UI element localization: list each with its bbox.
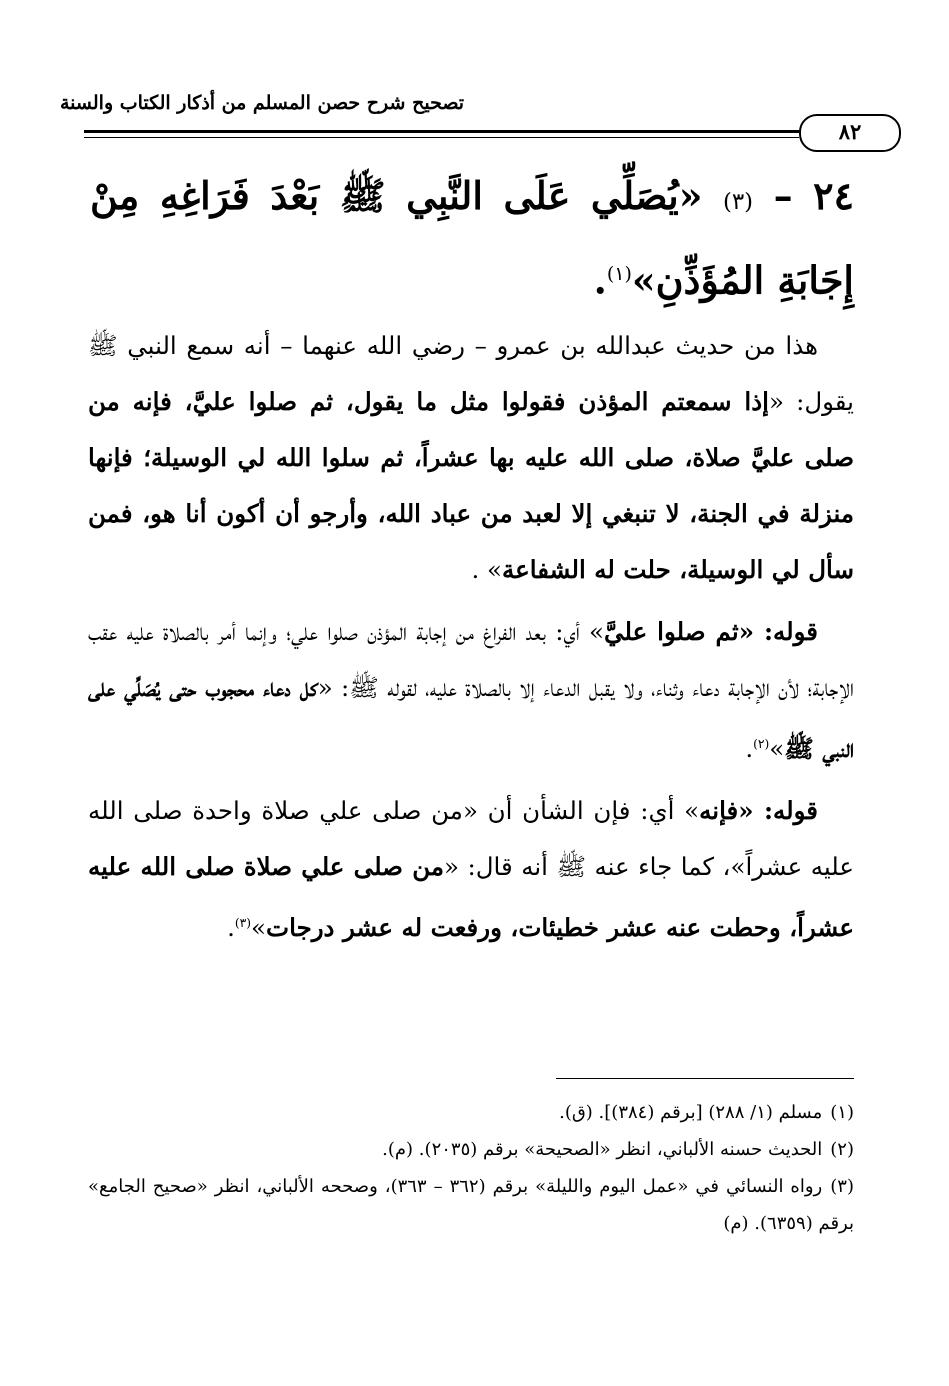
footnote-label: (٣) [830, 1176, 854, 1197]
p2-period: . [745, 734, 754, 764]
p2-quoted: ثم صلوا عليَّ [604, 617, 739, 646]
p3-period: . [227, 913, 235, 943]
p2-end: » [769, 734, 785, 764]
p2-label: قوله: « [738, 617, 818, 646]
page-number: ٨٢ [799, 114, 901, 152]
header-rule-thick [84, 130, 799, 133]
heading-end: . [593, 257, 607, 303]
p3-footnote-ref: (٣) [234, 916, 252, 931]
p1-intro: هذا من حديث عبدالله بن عمرو – رضي الله عنهما – أنه سمع النبي ﷺ يقول: « [88, 331, 855, 416]
p2-mid: » أي: بعد الفراغ من إجابة المؤذن صلوا علي؛ وإنما أمر بالصلاة عليه عقب الإجابة؛ لأن الإجابة دعاء وثناء، ولا يقبل الدعاء إلا بالصلاة عليه، لقوله ﷺ: « [88, 617, 855, 702]
p3-mid-2: »، كما جاء عنه ﷺ أنه قال: « [444, 852, 746, 882]
p3-hadith-quote: من صلى علي صلاة صلى الله عليه عشراً، وحطت عنه عشر خطيئات، ورفعت له عشر درجات [88, 852, 854, 943]
footnote-text: مسلم (١/ ٢٨٨) [برقم (٣٨٤)]. (ق). [559, 1102, 823, 1123]
footnotes [88, 1094, 854, 1242]
chapter-heading [90, 160, 854, 317]
heading-text: «يُصَلِّي عَلَى النَّبِي ﷺ بَعْدَ فَرَاغِهِ مِنْ إِجَابَةِ المُؤَذِّنِ» [90, 173, 854, 303]
footnote-1 [88, 1094, 854, 1131]
paragraph-3 [88, 783, 854, 956]
footnote-3 [88, 1168, 854, 1242]
footnote-text: الحديث حسنه الألباني، انظر «الصحيحة» برقم (٢٠٣٥). (م). [382, 1139, 823, 1160]
running-header-title: تصحيح شرح حصن المسلم من أذكار الكتاب والسنة [60, 92, 465, 114]
p2-hadith-quote: كل دعاء محجوب حتى يُصَلِّي على النبي ﷺ [88, 673, 854, 764]
header-rule-thin [84, 137, 799, 138]
paragraph-1 [88, 318, 854, 598]
p3-quote-1: من صلى علي صلاة واحدة صلى الله عليه عشراً [88, 796, 854, 882]
paragraph-2 [88, 604, 854, 777]
heading-number: ٢٤ – [773, 173, 854, 218]
heading-ref: (٣) [723, 189, 754, 215]
p3-mid: » أي: فإن الشأن أن « [462, 796, 700, 826]
body-text [88, 318, 854, 962]
p1-end: » . [471, 555, 503, 584]
p2-footnote-ref: (٢) [753, 737, 770, 751]
footnote-label: (٢) [830, 1139, 854, 1160]
running-header [60, 92, 889, 122]
footnote-text: رواه النسائي في «عمل اليوم والليلة» برقم (٣٦٢ – ٣٦٣)، وصححه الألباني، انظر «صحيح الجامع» برقم (٦٣٥٩). (م) [88, 1176, 854, 1234]
p3-label: قوله: « [738, 796, 818, 826]
heading-footnote-ref: (١) [606, 263, 632, 285]
footnote-2 [88, 1131, 854, 1168]
footnote-label: (١) [830, 1102, 854, 1123]
p3-quoted: فإنه [699, 796, 739, 826]
p1-hadith-quote: إذا سمعتم المؤذن فقولوا مثل ما يقول، ثم صلوا عليَّ، فإنه من صلى عليَّ صلاة، صلى الله عليه بها عشراً، ثم سلوا الله لي الوسيلة؛ فإنها منزلة في الجنة، لا تنبغي إلا لعبد من عباد الله، وأرجو أن أكون أنا هو، فمن سأل لي الوسيلة، حلت له الشفاعة [88, 387, 854, 584]
footnote-separator [556, 1078, 854, 1079]
p3-end: » [251, 913, 267, 943]
